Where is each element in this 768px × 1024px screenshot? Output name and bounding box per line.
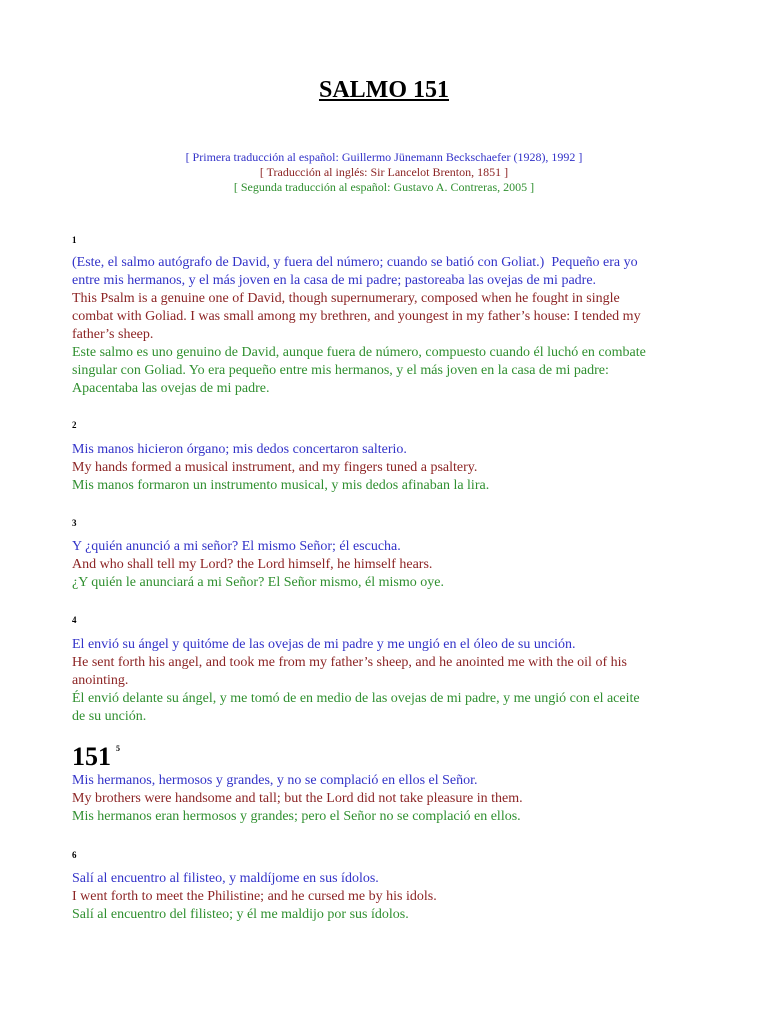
verse-2-text — [72, 441, 489, 495]
page-title: SALMO 151 — [318, 77, 449, 103]
verse-1-spanish-second-line: singular con Goliad. Yo era pequeño entre mis hermanos, y el más joven en la casa de mi padre: — [72, 363, 609, 378]
verse-number: 1 — [72, 235, 77, 245]
verse-1-english-line: This Psalm is a genuine one of David, though supernumerary, composed when he fought in single — [72, 291, 620, 306]
credit-english: [ Traducción al inglés: Sir Lancelot Brenton, 1851 ] — [259, 165, 509, 179]
verse-number: 5 — [116, 744, 120, 753]
translation-credits — [0, 150, 768, 195]
verse-4-spanish-second-line: Él envió delante su ángel, y me tomó de en medio de las ovejas de mi padre, y me ungió con el aceite — [72, 691, 640, 706]
verse-4-spanish-first-line: El envió su ángel y quitóme de las ovejas de mi padre y me ungió en el óleo de su unción. — [72, 637, 576, 652]
verse-3-english-line: And who shall tell my Lord? the Lord himself, he himself hears. — [72, 557, 433, 572]
verse-5-spanish-second-line: Mis hermanos eran hermosos y grandes; pero el Señor no se complació en ellos. — [72, 809, 521, 824]
chapter-marker — [72, 742, 120, 772]
verse-1-spanish-second-line: Apacentaba las ovejas de mi padre. — [72, 381, 270, 396]
verse-5-english-line: My brothers were handsome and tall; but the Lord did not take pleasure in them. — [72, 791, 523, 806]
verse-5-text — [72, 772, 523, 826]
verse-3-spanish-second-line: ¿Y quién le anunciará a mi Señor? El Señor mismo, él mismo oye. — [72, 575, 444, 590]
verse-number: 2 — [72, 420, 77, 430]
verse-number: 6 — [72, 850, 77, 860]
verse-1-text — [72, 254, 646, 398]
verse-number: 4 — [72, 615, 77, 625]
verse-2-spanish-second-line: Mis manos formaron un instrumento musical, y mis dedos afinaban la lira. — [72, 478, 490, 493]
verse-3-text — [72, 538, 444, 592]
credit-second-spanish: [ Segunda traducción al español: Gustavo A. Contreras, 2005 ] — [233, 180, 535, 194]
chapter-marker-number: 151 — [72, 742, 111, 771]
verse-3-spanish-first-line: Y ¿quién anunció a mi señor? El mismo Señor; él escucha. — [72, 539, 401, 554]
verse-1-english-line: combat with Goliad. I was small among my brethren, and youngest in my father’s house: I tended my — [72, 309, 641, 324]
verse-6-text — [72, 870, 437, 924]
verse-2-english-line: My hands formed a musical instrument, and my fingers tuned a psaltery. — [72, 460, 478, 475]
verse-4-spanish-second-line: de su unción. — [72, 709, 147, 724]
verse-1-spanish-first-line: (Este, el salmo autógrafo de David, y fuera del número; cuando se batió con Goliat.) Pequeño era yo — [72, 255, 638, 270]
verse-6-spanish-second-line: Salí al encuentro del filisteo; y él me maldijo por sus ídolos. — [72, 907, 409, 922]
verse-1-spanish-second-line: Este salmo es uno genuino de David, aunque fuera de número, compuesto cuando él luchó en combate — [72, 345, 646, 360]
verse-1-spanish-first-line: entre mis hermanos, y el más joven en la casa de mi padre; pastoreaba las ovejas de mi padre. — [72, 273, 597, 288]
verse-2-spanish-first-line: Mis manos hicieron órgano; mis dedos concertaron salterio. — [72, 442, 407, 457]
credit-first-spanish: [ Primera traducción al español: Guillermo Jünemann Beckschaefer (1928), 1992 ] — [185, 150, 583, 164]
verse-6-english-line: I went forth to meet the Philistine; and he cursed me by his idols. — [72, 889, 437, 904]
verse-1-english-line: father’s sheep. — [72, 327, 154, 342]
verse-4-text — [72, 636, 640, 726]
verse-4-english-line: anointing. — [72, 673, 129, 688]
verse-5-spanish-first-line: Mis hermanos, hermosos y grandes, y no se complació en ellos el Señor. — [72, 773, 478, 788]
verse-number: 3 — [72, 518, 77, 528]
verse-6-spanish-first-line: Salí al encuentro al filisteo, y maldíjome en sus ídolos. — [72, 871, 379, 886]
verse-4-english-line: He sent forth his angel, and took me from my father’s sheep, and he anointed me with the oil of his — [72, 655, 627, 670]
